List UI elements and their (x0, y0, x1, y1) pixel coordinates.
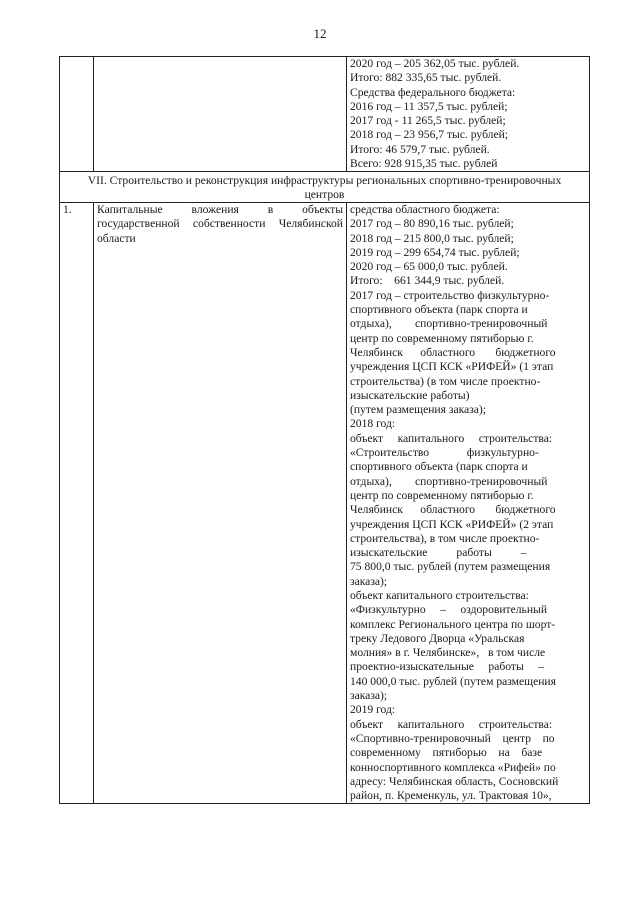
text-line: конноспортивного комплекса «Рифей» по (350, 760, 556, 774)
table-row (60, 202, 590, 803)
text-line: заказа); (350, 574, 388, 588)
text-line: объект капитального строительства: (350, 588, 529, 602)
text-line: изыскательские работы) (350, 388, 470, 402)
text-line: учреждения ЦСП КСК «РИФЕЙ» (2 этап (350, 517, 554, 531)
text-line: современному пятиборью на базе (350, 746, 543, 760)
text-line: «Строительство физкультурно- (350, 446, 539, 460)
text-line: 2018 год – 215 800,0 тыс. рублей; (350, 231, 514, 245)
text-line: 2018 год: (350, 417, 396, 431)
text-line: центр по современному пятиборью г. (350, 331, 534, 345)
text-line: заказа); (350, 689, 388, 703)
text-line: Челябинск областного бюджетного (350, 345, 556, 359)
text-line: объект капитального строительства: (350, 717, 553, 731)
text-line: «Физкультурно – оздоровительный (350, 603, 548, 617)
text-line: 2019 год: (350, 703, 396, 717)
funding-cell (347, 202, 590, 803)
text-line: проектно-изыскательные работы – (350, 660, 545, 674)
text-line: 75 800,0 тыс. рублей (путем размещения (350, 560, 551, 574)
text-line: средства областного бюджета: (350, 202, 500, 216)
text-line: молния» в г. Челябинске», в том числе (350, 646, 546, 660)
empty-cell (94, 57, 347, 172)
funding-cell (347, 57, 590, 172)
text-line: 2020 год – 65 000,0 тыс. рублей. (350, 260, 508, 274)
text-line: 2019 год – 299 654,74 тыс. рублей; (350, 245, 520, 259)
text-line: 2017 год – строительство физкультурно- (350, 288, 550, 302)
empty-cell (60, 57, 94, 172)
text-line: Челябинск областного бюджетного (350, 503, 556, 517)
section-row (60, 172, 590, 203)
text-line: комплекс Регионального центра по шорт- (350, 617, 556, 631)
text-line: центр по современному пятиборью г. (350, 488, 534, 502)
text-line: 2017 год - 11 265,5 тыс. рублей; (350, 114, 506, 128)
page-number: 12 (313, 26, 327, 41)
program-table (59, 56, 590, 804)
text-line: «Спортивно-тренировочный центр по (350, 731, 555, 745)
text-line: Итого: 661 344,9 тыс. рублей. (350, 274, 505, 288)
text-line: треку Ледового Дворца «Уральская (350, 631, 525, 645)
text-line: спортивного объекта (парк спорта и (350, 460, 528, 474)
text-line: адресу: Челябинская область, Сосновский (350, 774, 559, 788)
text-line: спортивного объекта (парк спорта и (350, 303, 528, 317)
row-number: 1. (60, 202, 94, 803)
text-line: 2020 год – 205 362,05 тыс. рублей. (350, 57, 520, 70)
text-line: 2017 год – 80 890,16 тыс. рублей; (350, 217, 514, 231)
text-line: Итого: 882 335,65 тыс. рублей. (350, 71, 502, 85)
text-line: Средства федерального бюджета: (350, 85, 516, 99)
object-description: Капитальные вложения в объекты государственной собственности Челябинской области (94, 202, 347, 803)
text-line: строительства) (в том числе проектно- (350, 374, 541, 388)
text-line: объект капитального строительства: (350, 431, 553, 445)
table-row (60, 57, 590, 172)
text-line: 140 000,0 тыс. рублей (путем размещения (350, 674, 556, 688)
text-line: район, п. Кременкуль, ул. Трактовая 10», (350, 789, 552, 803)
text-line: Итого: 46 579,7 тыс. рублей. (350, 142, 490, 156)
text-line: строительства), в том числе проектно- (350, 531, 540, 545)
text-line: учреждения ЦСП КСК «РИФЕЙ» (1 этап (350, 360, 554, 374)
text-line: (путем размещения заказа); (350, 403, 486, 417)
text-line: 2018 год – 23 956,7 тыс. рублей; (350, 128, 509, 142)
section-heading: VII. Строительство и реконструкция инфраструктуры региональных спортивно-тренировочных центров (60, 172, 590, 203)
text-line: 2016 год – 11 357,5 тыс. рублей; (350, 99, 508, 113)
text-line: отдыха), спортивно-тренировочный (350, 474, 548, 488)
text-line: изыскательские работы – (350, 546, 527, 560)
text-line: Всего: 928 915,35 тыс. рублей (350, 157, 498, 171)
text-line: отдыха), спортивно-тренировочный (350, 317, 548, 331)
